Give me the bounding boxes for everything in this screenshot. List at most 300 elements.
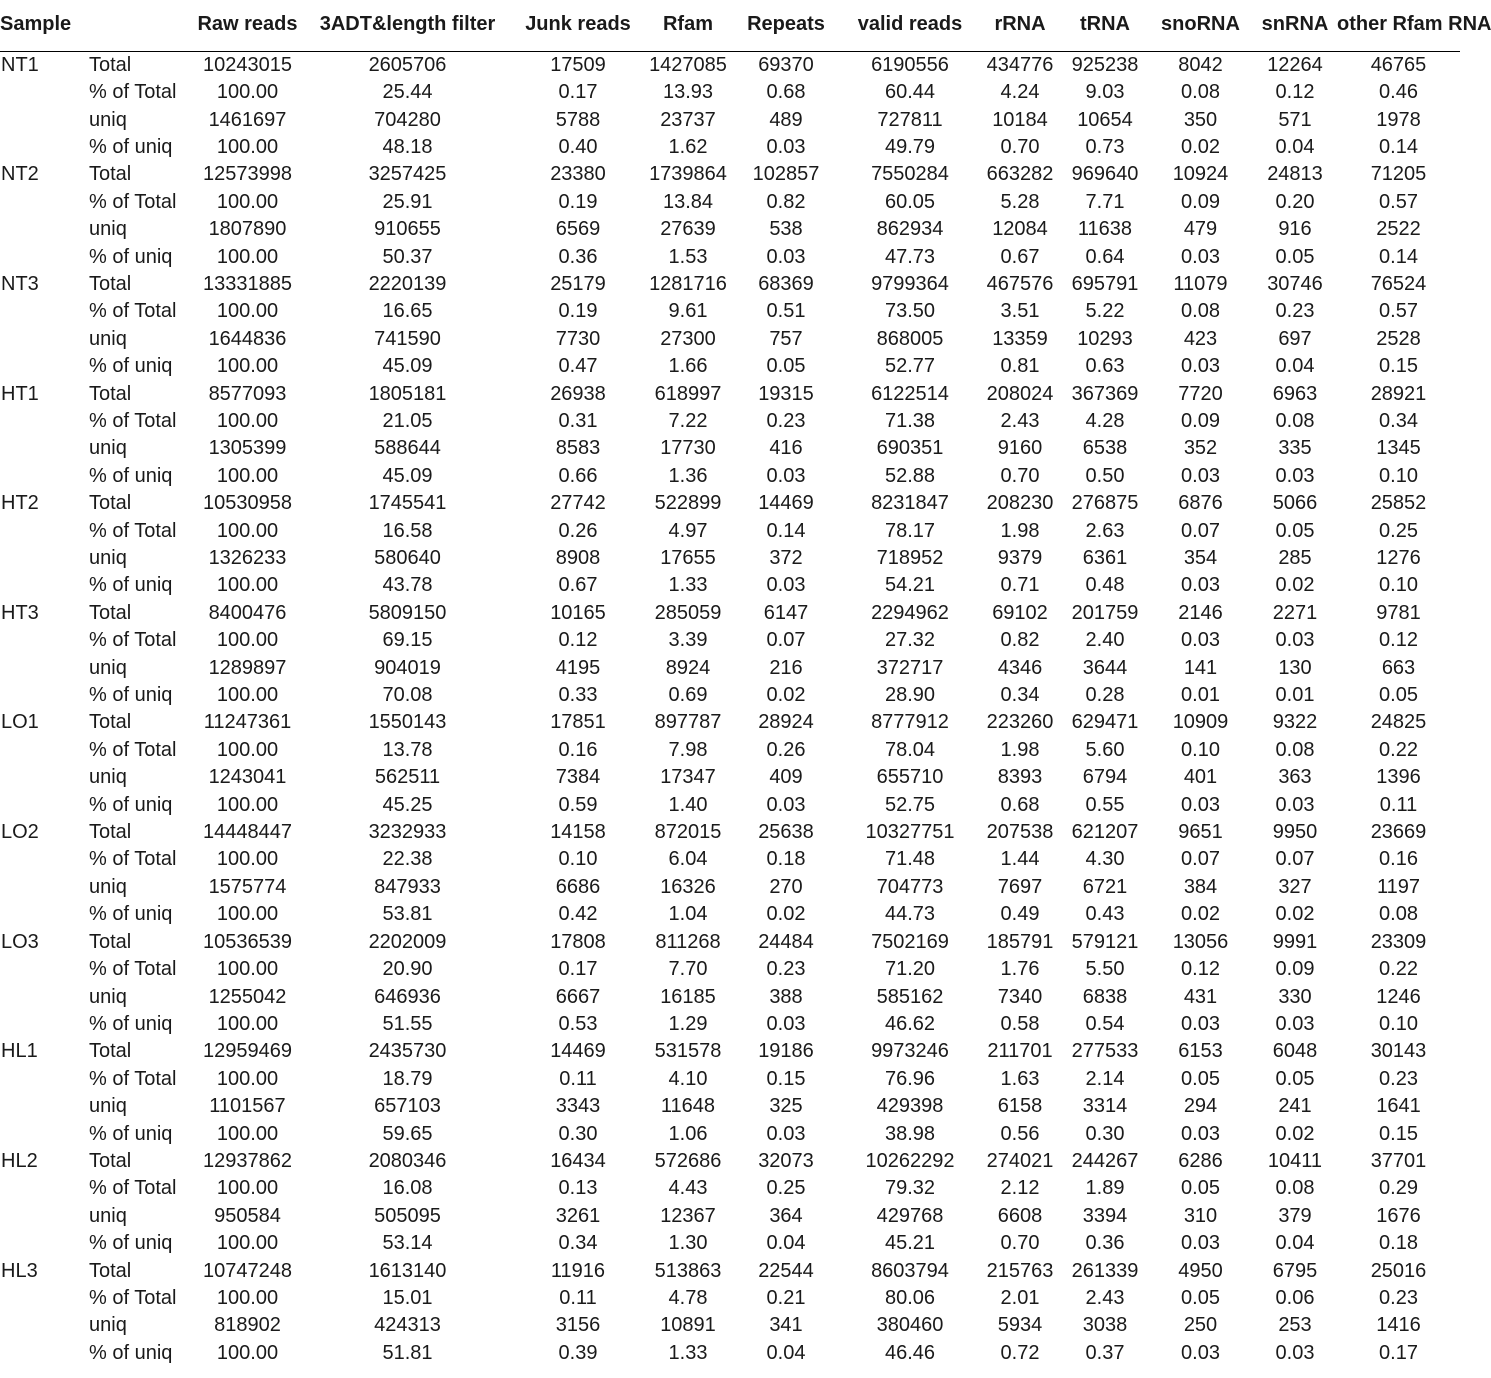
value-cell: 0.09 (1181, 409, 1220, 432)
sample-cell (0, 654, 88, 681)
value-cell: 0.09 (1181, 190, 1220, 213)
value-cell: 1978 (1376, 108, 1421, 131)
value-cell: 0.03 (1181, 1122, 1220, 1145)
value-cell: 0.15 (766, 1067, 806, 1090)
value-cell: 17851 (550, 711, 606, 734)
value-cell: 100.00 (216, 190, 279, 213)
sample-cell (0, 133, 88, 160)
value-cell: 0.47 (558, 355, 598, 378)
value-cell: 1641 (1376, 1095, 1421, 1118)
table-row (0, 161, 1460, 188)
value-cell: 0.34 (558, 1232, 598, 1255)
metric-cell: uniq (89, 327, 127, 350)
value-cell: 100.00 (216, 1122, 279, 1145)
value-cell: 5934 (997, 1314, 1043, 1337)
value-cell: 1.98 (1000, 738, 1040, 761)
value-cell: 0.08 (1275, 738, 1315, 761)
table-row (0, 517, 1460, 544)
value-cell: 0.29 (1379, 1177, 1418, 1200)
value-cell: 618997 (654, 382, 722, 405)
value-cell: 434776 (986, 53, 1054, 76)
value-cell: 872015 (654, 821, 722, 844)
sample-cell (0, 627, 88, 654)
metric-cell: % of Total (89, 190, 177, 213)
value-cell: 0.04 (1275, 1232, 1315, 1255)
value-cell: 0.33 (558, 684, 598, 707)
value-cell: 71.20 (884, 958, 936, 981)
value-cell: 0.08 (1181, 81, 1220, 104)
value-cell: 3343 (555, 1095, 601, 1118)
value-cell: 100.00 (216, 135, 279, 158)
value-cell: 19186 (758, 1040, 814, 1063)
value-cell: 757 (769, 327, 803, 350)
table-row (0, 1339, 1460, 1366)
value-cell: 5.22 (1085, 300, 1125, 323)
value-cell: 0.82 (1000, 629, 1040, 652)
value-cell: 2.14 (1085, 1067, 1125, 1090)
value-cell: 429398 (876, 1095, 944, 1118)
table-row (0, 270, 1460, 297)
table-row (0, 1038, 1460, 1065)
value-cell: 0.28 (1085, 684, 1125, 707)
value-cell: 23737 (660, 108, 716, 131)
value-cell: 53.14 (382, 1232, 433, 1255)
value-cell: 0.06 (1275, 1286, 1315, 1309)
value-cell: 7730 (555, 327, 601, 350)
value-cell: 25852 (1370, 492, 1427, 515)
table-row (0, 681, 1460, 708)
table-row (0, 490, 1460, 517)
value-cell: 30143 (1370, 1040, 1427, 1063)
value-cell: 2271 (1272, 601, 1318, 624)
value-cell: 0.30 (1085, 1122, 1125, 1145)
value-cell: 76524 (1370, 272, 1427, 295)
value-cell: 10184 (992, 108, 1048, 131)
value-cell: 51.55 (382, 1012, 433, 1035)
value-cell: 1.89 (1085, 1177, 1125, 1200)
table-row (0, 1092, 1460, 1119)
value-cell: 0.03 (766, 135, 806, 158)
sample-cell (0, 1175, 88, 1202)
value-cell: 1575774 (208, 875, 287, 898)
value-cell: 0.70 (1000, 464, 1040, 487)
value-cell: 0.23 (1275, 300, 1315, 323)
value-cell: 538 (769, 218, 803, 241)
value-cell: 19315 (758, 382, 814, 405)
metric-cell: % of uniq (89, 135, 173, 158)
value-cell: 2202009 (368, 930, 447, 953)
value-cell: 380460 (876, 1314, 944, 1337)
value-cell: 9950 (1272, 821, 1318, 844)
value-cell: 1396 (1376, 766, 1421, 789)
value-cell: 10327751 (865, 821, 955, 844)
value-cell: 3038 (1082, 1314, 1128, 1337)
metric-cell: % of Total (89, 519, 177, 542)
value-cell: 0.03 (766, 1012, 806, 1035)
value-cell: 60.44 (884, 81, 936, 104)
value-cell: 0.08 (1379, 903, 1418, 926)
table-row (0, 1284, 1460, 1311)
value-cell: 3156 (555, 1314, 601, 1337)
value-cell: 6147 (763, 601, 809, 624)
sample-cell (0, 1339, 88, 1366)
value-cell: 6361 (1082, 547, 1128, 570)
value-cell: 0.67 (558, 574, 598, 597)
value-cell: 0.08 (1181, 300, 1220, 323)
value-cell: 285059 (654, 601, 722, 624)
value-cell: 45.21 (884, 1232, 936, 1255)
value-cell: 1345 (1376, 437, 1421, 460)
value-cell: 727811 (877, 108, 943, 131)
column-header-junk-reads-header: Junk reads (510, 0, 646, 51)
value-cell: 0.23 (1379, 1067, 1418, 1090)
sample-cell: NT3 (1, 272, 39, 295)
value-cell: 270 (769, 875, 803, 898)
sample-cell (0, 901, 88, 928)
value-cell: 571 (1278, 108, 1312, 131)
value-cell: 6686 (555, 875, 601, 898)
value-cell: 3.51 (1000, 300, 1040, 323)
metric-cell: Total (89, 53, 132, 76)
value-cell: 5809150 (368, 601, 447, 624)
value-cell: 0.04 (766, 1341, 806, 1364)
value-cell: 580640 (374, 547, 441, 570)
value-cell: 130 (1278, 656, 1312, 679)
value-cell: 0.14 (766, 519, 806, 542)
value-cell: 10654 (1077, 108, 1133, 131)
value-cell: 0.07 (1181, 848, 1220, 871)
metric-cell: % of uniq (89, 1012, 173, 1035)
value-cell: 0.12 (1379, 629, 1418, 652)
value-cell: 0.03 (1275, 793, 1315, 816)
value-cell: 950584 (214, 1204, 281, 1227)
value-cell: 0.03 (1181, 1012, 1220, 1035)
value-cell: 71205 (1370, 163, 1427, 186)
value-cell: 10243015 (203, 53, 292, 76)
value-cell: 0.50 (1085, 464, 1125, 487)
value-cell: 0.68 (766, 81, 806, 104)
column-header-trna-header: tRNA (1062, 0, 1148, 51)
value-cell: 0.02 (1275, 574, 1315, 597)
value-cell: 0.25 (1379, 519, 1418, 542)
sample-cell (0, 1010, 88, 1037)
value-cell: 0.05 (1275, 245, 1315, 268)
value-cell: 0.57 (1379, 300, 1418, 323)
value-cell: 0.56 (1000, 1122, 1040, 1145)
value-cell: 695791 (1071, 272, 1139, 295)
value-cell: 3394 (1082, 1204, 1128, 1227)
value-cell: 27300 (660, 327, 716, 350)
value-cell: 505095 (374, 1204, 441, 1227)
value-cell: 100.00 (216, 245, 279, 268)
value-cell: 100.00 (216, 1232, 279, 1255)
value-cell: 9973246 (871, 1040, 949, 1063)
value-cell: 0.03 (766, 464, 806, 487)
value-cell: 1676 (1376, 1204, 1421, 1227)
value-cell: 1243041 (208, 766, 287, 789)
value-cell: 4.28 (1085, 409, 1125, 432)
value-cell: 1246 (1376, 985, 1421, 1008)
metric-cell: % of Total (89, 409, 177, 432)
value-cell: 0.05 (1181, 1067, 1220, 1090)
value-cell: 141 (1183, 656, 1218, 679)
value-cell: 818902 (214, 1314, 281, 1337)
value-cell: 12937862 (203, 1149, 292, 1172)
value-cell: 244267 (1071, 1149, 1139, 1172)
value-cell: 6608 (997, 1204, 1043, 1227)
value-cell: 2.63 (1085, 519, 1125, 542)
value-cell: 17655 (660, 547, 716, 570)
value-cell: 4195 (555, 656, 601, 679)
value-cell: 0.53 (558, 1012, 598, 1035)
value-cell: 0.40 (558, 135, 598, 158)
value-cell: 910655 (374, 218, 441, 241)
value-cell: 629471 (1071, 711, 1139, 734)
value-cell: 416 (769, 437, 803, 460)
value-cell: 100.00 (216, 1067, 279, 1090)
value-cell: 1.40 (668, 793, 708, 816)
value-cell: 100.00 (216, 1341, 279, 1364)
value-cell: 0.36 (558, 245, 598, 268)
value-cell: 7697 (997, 875, 1043, 898)
sample-cell (0, 983, 88, 1010)
sample-cell (0, 873, 88, 900)
metric-cell: % of uniq (89, 1232, 173, 1255)
metric-cell: % of uniq (89, 793, 173, 816)
value-cell: 1.06 (668, 1122, 708, 1145)
value-cell: 0.05 (1275, 519, 1315, 542)
value-cell: 0.46 (1379, 81, 1418, 104)
metric-cell: % of uniq (89, 1341, 173, 1364)
value-cell: 0.03 (1275, 629, 1315, 652)
value-cell: 0.34 (1000, 684, 1040, 707)
value-cell: 0.59 (558, 793, 598, 816)
sample-cell (0, 1092, 88, 1119)
column-header-other-rfam-rna-header: other Rfam RNA (1337, 0, 1460, 51)
value-cell: 102857 (752, 163, 820, 186)
table-row (0, 1065, 1460, 1092)
value-cell: 467576 (986, 272, 1054, 295)
value-cell: 0.11 (1379, 793, 1418, 816)
value-cell: 0.55 (1085, 793, 1125, 816)
value-cell: 46.62 (884, 1012, 936, 1035)
value-cell: 0.26 (558, 519, 598, 542)
value-cell: 0.54 (1085, 1012, 1125, 1035)
table-row (0, 955, 1460, 982)
metric-cell: Total (89, 492, 132, 515)
value-cell: 13359 (992, 327, 1048, 350)
table-row (0, 380, 1460, 407)
value-cell: 16434 (550, 1149, 606, 1172)
value-cell: 0.37 (1085, 1341, 1125, 1364)
value-cell: 24813 (1267, 163, 1323, 186)
value-cell: 330 (1278, 985, 1312, 1008)
value-cell: 46765 (1370, 53, 1427, 76)
value-cell: 0.42 (558, 903, 598, 926)
value-cell: 1305399 (208, 437, 287, 460)
value-cell: 24484 (758, 930, 814, 953)
metric-cell: Total (89, 821, 132, 844)
value-cell: 0.01 (1275, 684, 1315, 707)
value-cell: 0.11 (559, 1067, 597, 1090)
value-cell: 663282 (986, 163, 1054, 186)
value-cell: 479 (1183, 218, 1218, 241)
value-cell: 0.04 (1275, 355, 1315, 378)
column-header-raw-reads-header: Raw reads (190, 0, 305, 51)
table-row (0, 791, 1460, 818)
value-cell: 0.68 (1000, 793, 1040, 816)
value-cell: 4.30 (1085, 848, 1125, 871)
value-cell: 54.21 (884, 574, 936, 597)
value-cell: 2522 (1376, 218, 1421, 241)
value-cell: 0.18 (1379, 1232, 1418, 1255)
value-cell: 1.30 (668, 1232, 708, 1255)
value-cell: 70.08 (382, 684, 433, 707)
value-cell: 0.05 (1379, 684, 1418, 707)
table-row (0, 599, 1460, 626)
table-row (0, 1010, 1460, 1037)
value-cell: 100.00 (216, 355, 279, 378)
sample-cell (0, 1202, 88, 1229)
value-cell: 6048 (1272, 1040, 1318, 1063)
value-cell: 69102 (992, 601, 1048, 624)
value-cell: 423 (1183, 327, 1218, 350)
sample-cell: HT2 (1, 492, 39, 515)
value-cell: 10909 (1172, 711, 1229, 734)
value-cell: 704773 (876, 875, 944, 898)
sample-cell (0, 435, 88, 462)
column-header-snorna-header: snoRNA (1148, 0, 1253, 51)
value-cell: 28924 (758, 711, 814, 734)
value-cell: 10924 (1172, 163, 1229, 186)
value-cell: 868005 (876, 327, 944, 350)
value-cell: 100.00 (216, 629, 279, 652)
value-cell: 46.46 (884, 1341, 936, 1364)
value-cell: 7.98 (668, 738, 708, 761)
value-cell: 16.08 (382, 1177, 433, 1200)
sample-cell (0, 215, 88, 242)
value-cell: 294 (1183, 1095, 1218, 1118)
value-cell: 59.65 (382, 1122, 433, 1145)
value-cell: 13056 (1172, 930, 1229, 953)
value-cell: 8577093 (208, 382, 287, 405)
value-cell: 52.75 (884, 793, 936, 816)
value-cell: 0.02 (1275, 903, 1315, 926)
value-cell: 0.72 (1000, 1341, 1040, 1364)
value-cell: 0.03 (1181, 1232, 1220, 1255)
value-cell: 25638 (758, 821, 814, 844)
sample-cell: HL1 (1, 1040, 38, 1063)
value-cell: 45.25 (382, 793, 433, 816)
value-cell: 8777912 (871, 711, 949, 734)
value-cell: 11638 (1077, 218, 1133, 241)
value-cell: 12573998 (203, 163, 292, 186)
value-cell: 0.58 (1000, 1012, 1040, 1035)
value-cell: 2.01 (1000, 1286, 1040, 1309)
value-cell: 38.98 (884, 1122, 936, 1145)
value-cell: 6538 (1082, 437, 1128, 460)
value-cell: 862934 (876, 218, 944, 241)
value-cell: 0.16 (558, 738, 598, 761)
value-cell: 0.70 (1000, 135, 1040, 158)
value-cell: 0.03 (1181, 574, 1220, 597)
table-row (0, 188, 1460, 215)
value-cell: 49.79 (884, 135, 936, 158)
value-cell: 27.32 (884, 629, 936, 652)
value-cell: 37701 (1370, 1149, 1427, 1172)
value-cell: 0.71 (1000, 574, 1040, 597)
sample-cell (0, 544, 88, 571)
value-cell: 9781 (1376, 601, 1421, 624)
value-cell: 663 (1381, 656, 1416, 679)
value-cell: 531578 (654, 1040, 722, 1063)
value-cell: 12084 (992, 218, 1048, 241)
value-cell: 0.17 (1379, 1341, 1418, 1364)
value-cell: 0.51 (766, 300, 806, 323)
value-cell: 9379 (997, 547, 1043, 570)
value-cell: 0.02 (1181, 135, 1220, 158)
value-cell: 0.26 (766, 738, 806, 761)
metric-cell: % of Total (89, 629, 177, 652)
value-cell: 28921 (1370, 382, 1427, 405)
value-cell: 22544 (758, 1259, 814, 1282)
value-cell: 3644 (1082, 656, 1128, 679)
value-cell: 690351 (876, 437, 944, 460)
value-cell: 22.38 (382, 848, 433, 871)
value-cell: 2294962 (871, 601, 949, 624)
value-cell: 0.03 (1275, 464, 1315, 487)
value-cell: 0.03 (1181, 245, 1220, 268)
metric-cell: uniq (89, 656, 127, 679)
value-cell: 11079 (1173, 272, 1228, 295)
sample-cell (0, 462, 88, 489)
value-cell: 14469 (550, 1040, 606, 1063)
value-cell: 0.05 (766, 355, 806, 378)
sample-cell (0, 407, 88, 434)
value-cell: 0.22 (1379, 738, 1418, 761)
value-cell: 69.15 (382, 629, 433, 652)
value-cell: 215763 (986, 1259, 1054, 1282)
value-cell: 364 (769, 1204, 803, 1227)
value-cell: 25016 (1370, 1259, 1427, 1282)
value-cell: 0.08 (1275, 409, 1315, 432)
metric-cell: uniq (89, 437, 127, 460)
table-row (0, 1175, 1460, 1202)
value-cell: 10262292 (865, 1149, 955, 1172)
value-cell: 9.03 (1085, 81, 1125, 104)
value-cell: 0.67 (1000, 245, 1040, 268)
sample-cell (0, 243, 88, 270)
table-row (0, 818, 1460, 845)
value-cell: 0.82 (766, 190, 806, 213)
sample-cell: HL3 (1, 1259, 38, 1282)
value-cell: 45.09 (382, 464, 433, 487)
sample-cell (0, 78, 88, 105)
value-cell: 0.15 (1379, 355, 1418, 378)
sample-cell (0, 1120, 88, 1147)
value-cell: 14158 (550, 821, 606, 844)
value-cell: 6190556 (871, 53, 949, 76)
value-cell: 69370 (758, 53, 814, 76)
value-cell: 30746 (1267, 272, 1323, 295)
sample-cell: LO1 (1, 711, 39, 734)
value-cell: 211701 (987, 1040, 1053, 1063)
value-cell: 0.18 (766, 848, 806, 871)
value-cell: 1807890 (208, 218, 287, 241)
value-cell: 76.96 (884, 1067, 936, 1090)
value-cell: 2.43 (1085, 1286, 1125, 1309)
value-cell: 562511 (374, 766, 441, 789)
